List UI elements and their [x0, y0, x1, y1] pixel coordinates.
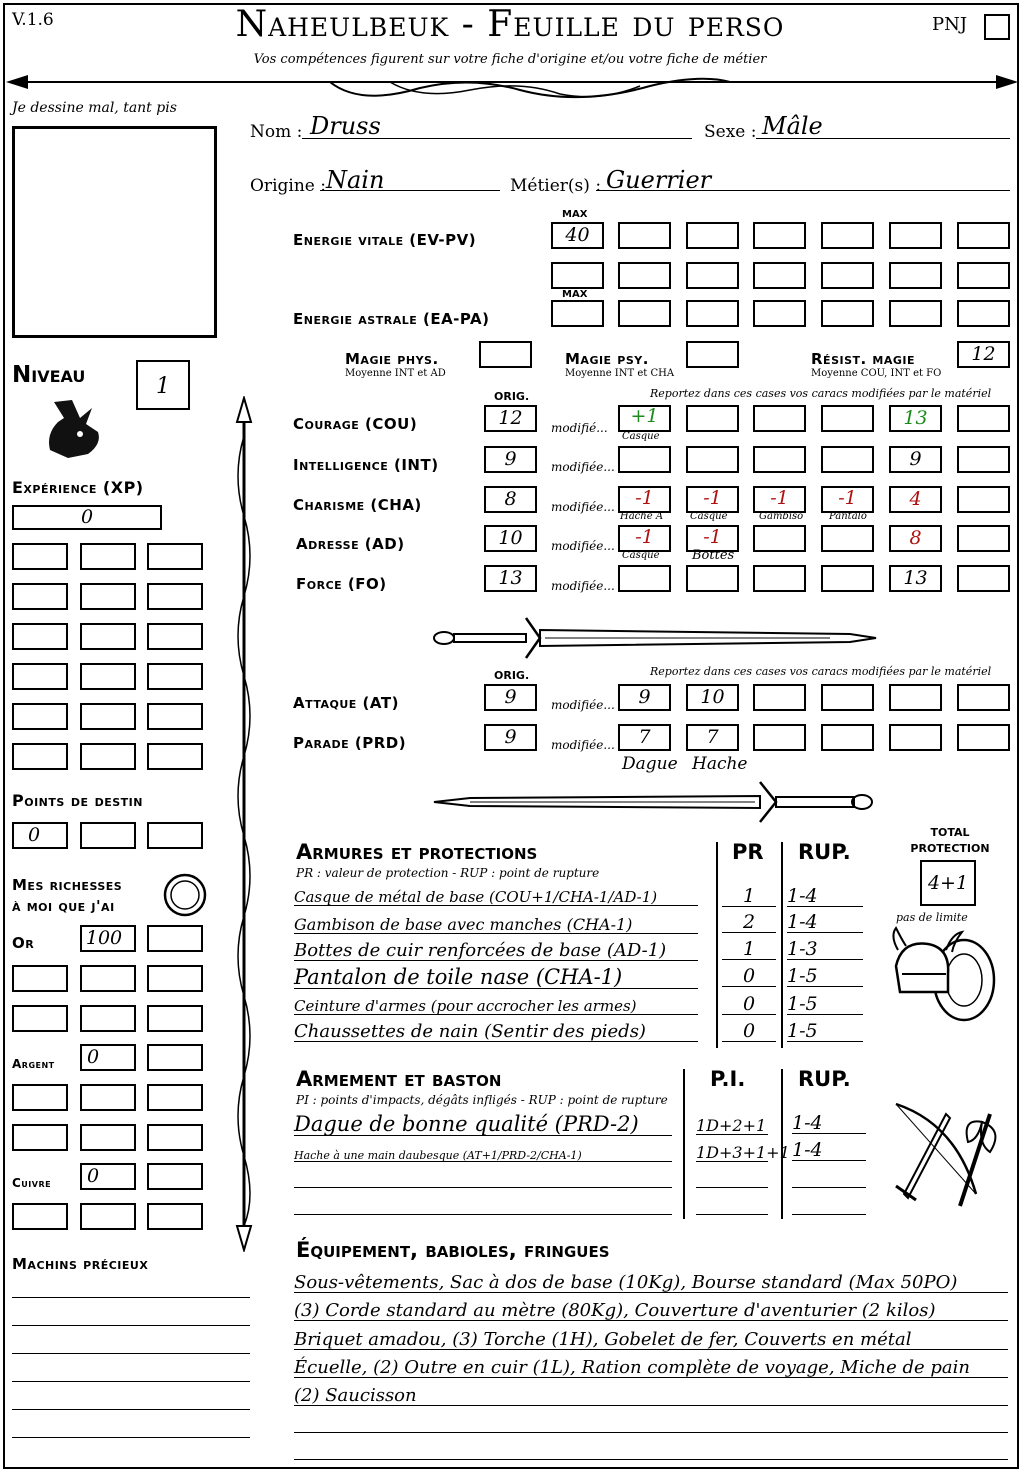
magie-phys-label: Magie phys. [345, 350, 439, 368]
force-label: Force (FO) [296, 575, 387, 593]
charisme-final-value: 4 [909, 488, 922, 510]
machins-line [12, 1325, 250, 1326]
argent-label: Argent [12, 1057, 55, 1071]
page-subtitle: Vos compétences figurent sur votre fiche d'origine et/ou votre fiche de métier [253, 52, 767, 67]
attaque-orig-box[interactable] [484, 684, 537, 711]
parade-mod-box[interactable] [957, 724, 1010, 751]
machins-line [12, 1409, 250, 1410]
adresse-mod-value: -1 [703, 526, 722, 548]
charisme-mod-box[interactable] [753, 486, 806, 513]
or-box[interactable] [147, 925, 203, 952]
machins-line [12, 1353, 250, 1354]
weapon-rup[interactable]: 1-4 [792, 1114, 866, 1134]
armor-divider [781, 842, 783, 1048]
or-box[interactable] [80, 1005, 136, 1032]
ev-box[interactable] [551, 262, 604, 289]
attaque-mod-box[interactable] [889, 684, 942, 711]
adresse-final-box[interactable] [889, 525, 942, 552]
adresse-mod-value: -1 [635, 526, 654, 548]
armor-title: Armures et protections [296, 840, 538, 864]
courage-mod-box[interactable] [618, 405, 671, 432]
courage-final-box[interactable] [889, 405, 942, 432]
ev-max-value: 40 [565, 224, 590, 246]
armor-rup[interactable]: 1-5 [787, 1022, 863, 1042]
weapon1-caption: Dague [622, 754, 678, 774]
nom-label: Nom : [250, 122, 303, 142]
weapon-pi[interactable]: 1D+3+1+1 [696, 1143, 790, 1162]
weapons-divider [683, 1069, 685, 1219]
attaque-orig-value: 9 [504, 686, 517, 708]
or-box[interactable] [147, 1005, 203, 1032]
xp-grid-box[interactable] [12, 743, 68, 770]
parade-mod-box[interactable] [618, 724, 671, 751]
sword-ornament [430, 778, 880, 828]
charisme-mod-value: -1 [635, 487, 654, 509]
niveau-value: 1 [156, 374, 170, 399]
destin-box[interactable] [80, 822, 136, 849]
portrait-box[interactable] [12, 126, 217, 338]
version-label: V.1.6 [12, 10, 54, 30]
weapon-line [696, 1214, 768, 1215]
cuivre-box[interactable] [147, 1203, 203, 1230]
charisme-orig-box[interactable] [484, 486, 537, 513]
weapons-pi-header: P.I. [710, 1067, 746, 1091]
charisme-mod-box[interactable] [618, 486, 671, 513]
helmet-shield-icon [888, 926, 998, 1026]
ev-box[interactable] [821, 262, 874, 289]
intelligence-label: Intelligence (INT) [293, 456, 439, 474]
courage-mod-box[interactable] [686, 405, 739, 432]
xp-grid-box[interactable] [12, 663, 68, 690]
parade-mod-box[interactable] [889, 724, 942, 751]
ev-box[interactable] [753, 262, 806, 289]
xp-grid-box[interactable] [12, 543, 68, 570]
machins-label: Machins précieux [12, 1255, 149, 1273]
sexe-label: Sexe : [704, 122, 757, 142]
total-protection-box[interactable] [920, 860, 976, 906]
adresse-mod-box[interactable] [618, 525, 671, 552]
stats-orig-label: ORIG. [494, 390, 530, 403]
sword-ornament [430, 610, 880, 662]
charisme-mod-value: -1 [703, 487, 722, 509]
parade-mod-value: 7 [706, 726, 719, 748]
force-final-value: 13 [903, 567, 928, 589]
xp-grid-box[interactable] [80, 703, 136, 730]
argent-box[interactable] [80, 1084, 136, 1111]
force-mod-box[interactable] [686, 565, 739, 592]
pnj-checkbox[interactable] [984, 14, 1010, 40]
attaque-mod-box[interactable] [821, 684, 874, 711]
attaque-mod-value: 10 [700, 686, 725, 708]
magie-phys-box[interactable] [479, 341, 532, 368]
attaque-label: Attaque (AT) [293, 694, 399, 712]
xp-box[interactable] [12, 505, 162, 530]
intelligence-mod-box[interactable] [821, 446, 874, 473]
weapon-line [294, 1214, 672, 1215]
ea-box[interactable] [618, 300, 671, 327]
force-orig-box[interactable] [484, 565, 537, 592]
xp-grid-box[interactable] [12, 703, 68, 730]
ea-box[interactable] [686, 300, 739, 327]
ev-label: Energie vitale (EV-PV) [293, 231, 477, 249]
or-box[interactable] [80, 925, 136, 952]
intelligence-mod-box[interactable] [618, 446, 671, 473]
or-box[interactable] [147, 965, 203, 992]
resist-magie-label: Résist. magie [811, 350, 916, 368]
charisme-final-box[interactable] [889, 486, 942, 513]
attaque-mod-box[interactable] [957, 684, 1010, 711]
courage-modif-label: modifié... [551, 421, 608, 435]
equipment-line[interactable]: (3) Corde standard au mètre (80Kg), Couverture d'aventurier (2 kilos) [294, 1302, 1008, 1321]
total-protection-label-2: PROTECTION [910, 842, 990, 855]
equipment-line[interactable]: Briquet amadou, (3) Torche (1H), Gobelet de fer, Couverts en métal [294, 1331, 1008, 1350]
xp-value: 0 [80, 506, 94, 528]
weapon-line [792, 1214, 866, 1215]
armor-name[interactable]: Ceinture d'armes (pour accrocher les armes) [294, 999, 698, 1015]
equipment-line[interactable]: (2) Saucisson [294, 1387, 1008, 1406]
armor-name[interactable]: Chaussettes de nain (Sentir des pieds) [294, 1023, 698, 1042]
xp-grid-box[interactable] [147, 703, 203, 730]
niveau-label: Niveau [12, 362, 86, 388]
intelligence-orig-box[interactable] [484, 446, 537, 473]
adresse-orig-box[interactable] [484, 525, 537, 552]
ev-box[interactable] [889, 262, 942, 289]
courage-orig-value: 12 [498, 407, 523, 429]
stats-report-note: Reportez dans ces cases vos caracs modifiées par le matériel [650, 387, 992, 400]
charisme-mod-box[interactable] [686, 486, 739, 513]
cuivre-box[interactable] [12, 1203, 68, 1230]
courage-mod-box[interactable] [753, 405, 806, 432]
armor-name[interactable]: Bottes de cuir renforcées de base (AD-1) [294, 942, 698, 961]
magie-psy-note: Moyenne INT et CHA [565, 368, 675, 379]
sexe-value[interactable]: Mâle [762, 112, 823, 140]
total-protection-label: TOTAL [930, 826, 970, 839]
intelligence-final-box[interactable] [889, 446, 942, 473]
armor-pr[interactable]: 2 [722, 913, 776, 933]
equipment-empty-line [294, 1432, 1008, 1433]
ev-box[interactable] [686, 262, 739, 289]
intelligence-modif-label: modifiée... [551, 460, 615, 474]
weapon-name[interactable]: Dague de bonne qualité (PRD-2) [294, 1114, 672, 1136]
parade-modif-label: modifiée... [551, 738, 615, 752]
resist-magie-note: Moyenne COU, INT et FO [811, 368, 942, 379]
adresse-mod-note: Casque [622, 550, 660, 561]
richesses-label-2: à moi que j'ai [12, 897, 115, 915]
force-mod-box[interactable] [753, 565, 806, 592]
weapon-line [792, 1187, 866, 1188]
force-mod-box[interactable] [821, 565, 874, 592]
weapon2-caption: Hache [692, 754, 748, 774]
attaque-mod-value: 9 [638, 686, 651, 708]
weapon-pi[interactable]: 1D+2+1 [696, 1116, 767, 1135]
attaque-mod-box[interactable] [618, 684, 671, 711]
charisme-label: Charisme (CHA) [293, 496, 422, 514]
courage-extra-box[interactable] [957, 405, 1010, 432]
courage-label: Courage (COU) [293, 415, 418, 433]
ev-box[interactable] [889, 222, 942, 249]
dragon-head-icon [40, 394, 106, 462]
armor-name[interactable]: Casque de métal de base (COU+1/CHA-1/AD-1) [294, 890, 698, 906]
charisme-mod-note: Gambiso [759, 511, 804, 522]
force-mod-box[interactable] [618, 565, 671, 592]
charisme-mod-box[interactable] [821, 486, 874, 513]
charisme-orig-value: 8 [504, 488, 517, 510]
ev-box[interactable] [957, 222, 1010, 249]
equipment-empty-line [294, 1459, 1008, 1460]
argent-box[interactable] [147, 1124, 203, 1151]
xp-grid-box[interactable] [147, 743, 203, 770]
charisme-extra-box[interactable] [957, 486, 1010, 513]
metier-value[interactable]: Guerrier [606, 166, 712, 194]
intelligence-orig-value: 9 [504, 448, 517, 470]
armor-note: PR : valeur de protection - RUP : point de rupture [296, 866, 600, 880]
page-title: Naheulbeuk - Feuille du perso [235, 4, 785, 45]
parade-mod-box[interactable] [753, 724, 806, 751]
argent-box[interactable] [12, 1084, 68, 1111]
xp-grid-box[interactable] [80, 663, 136, 690]
nom-value[interactable]: Druss [310, 112, 381, 140]
armor-pr[interactable]: 1 [722, 887, 776, 907]
ea-box[interactable] [957, 300, 1010, 327]
xp-grid-box[interactable] [12, 583, 68, 610]
adresse-mod-note: Bottes [692, 548, 735, 563]
ea-box[interactable] [753, 300, 806, 327]
destin-label: Points de destin [12, 791, 143, 810]
intelligence-extra-box[interactable] [957, 446, 1010, 473]
limit-note: pas de limite [896, 911, 968, 924]
adresse-extra-box[interactable] [957, 525, 1010, 552]
cuivre-label: Cuivre [12, 1176, 52, 1190]
vertical-spear-ornament [228, 396, 260, 1252]
armor-rup[interactable]: 1-4 [787, 887, 863, 907]
xp-grid-box[interactable] [80, 743, 136, 770]
coin-icon [162, 872, 208, 918]
ev-box[interactable] [686, 222, 739, 249]
courage-mod-value: +1 [630, 405, 659, 427]
intelligence-mod-box[interactable] [686, 446, 739, 473]
xp-label: Expérience (XP) [12, 478, 144, 497]
force-extra-box[interactable] [957, 565, 1010, 592]
adresse-modif-label: modifiée... [551, 539, 615, 553]
richesses-label: Mes richesses [12, 876, 123, 894]
charisme-mod-note: Hache A [620, 511, 664, 522]
ev-box[interactable] [618, 222, 671, 249]
magie-psy-box[interactable] [686, 341, 739, 368]
combat-orig-label: ORIG. [494, 669, 530, 682]
adresse-label: Adresse (AD) [296, 535, 405, 553]
attaque-modif-label: modifiée... [551, 698, 615, 712]
magie-psy-label: Magie psy. [565, 350, 649, 368]
armor-rup[interactable]: 1-5 [787, 995, 863, 1015]
ev-max-label: MAX [562, 209, 588, 220]
xp-grid-box[interactable] [147, 623, 203, 650]
cuivre-value: 0 [86, 1165, 100, 1187]
weapon-line [294, 1187, 672, 1188]
destin-box[interactable] [147, 822, 203, 849]
parade-mod-box[interactable] [821, 724, 874, 751]
parade-mod-box[interactable] [686, 724, 739, 751]
xp-grid-box[interactable] [80, 543, 136, 570]
cuivre-box[interactable] [80, 1203, 136, 1230]
weapon-name[interactable]: Hache à une main daubesque (AT+1/PRD-2/CHA-1) [294, 1150, 672, 1162]
origine-value[interactable]: Nain [326, 166, 385, 194]
argent-box[interactable] [80, 1124, 136, 1151]
or-value: 100 [85, 927, 123, 949]
force-orig-value: 13 [498, 567, 523, 589]
ea-box[interactable] [889, 300, 942, 327]
origine-label: Origine : [250, 176, 326, 196]
niveau-box[interactable] [136, 360, 190, 410]
ev-box[interactable] [821, 222, 874, 249]
xp-grid-box[interactable] [80, 623, 136, 650]
metier-label: Métier(s) : [510, 176, 602, 196]
force-modif-label: modifiée... [551, 579, 615, 593]
or-label: Or [12, 934, 35, 952]
argent-box[interactable] [147, 1044, 203, 1071]
pnj-label: PNJ [932, 14, 968, 35]
ea-max-box[interactable] [551, 300, 604, 327]
argent-value: 0 [86, 1046, 100, 1068]
machins-line [12, 1381, 250, 1382]
weapons-note: PI : points d'impacts, dégâts infligés - RUP : point de rupture [296, 1093, 668, 1107]
xp-grid-box[interactable] [147, 663, 203, 690]
intelligence-mod-box[interactable] [753, 446, 806, 473]
ev-box[interactable] [618, 262, 671, 289]
destin-box[interactable] [12, 822, 68, 849]
crossed-weapons-icon [886, 1094, 1006, 1216]
armor-pr[interactable]: 0 [722, 1022, 776, 1042]
weapon-rup[interactable]: 1-4 [792, 1141, 866, 1161]
equipment-title: Équipement, babioles, fringues [296, 1238, 610, 1262]
parade-label: Parade (PRD) [293, 734, 407, 752]
parade-orig-box[interactable] [484, 724, 537, 751]
weapons-rup-header: RUP. [798, 1067, 851, 1091]
combat-report-note: Reportez dans ces cases vos caracs modifiées par le matériel [650, 665, 992, 678]
cuivre-box[interactable] [80, 1163, 136, 1190]
armor-pr[interactable]: 0 [722, 967, 776, 987]
ev-max-box[interactable] [551, 222, 604, 249]
resist-magie-value: 12 [971, 343, 996, 365]
equipment-line[interactable]: Écuelle, (2) Outre en cuir (1L), Ration complète de voyage, Miche de pain [294, 1359, 1008, 1378]
adresse-mod-box[interactable] [753, 525, 806, 552]
xp-grid-box[interactable] [12, 623, 68, 650]
courage-orig-box[interactable] [484, 405, 537, 432]
or-box[interactable] [12, 1005, 68, 1032]
weapons-title: Armement et baston [296, 1067, 502, 1091]
weapon-line [696, 1187, 768, 1188]
force-final-box[interactable] [889, 565, 942, 592]
equipment-line[interactable]: Sous-vêtements, Sac à dos de base (10Kg), Bourse standard (Max 50PO) [294, 1274, 1008, 1293]
argent-box[interactable] [147, 1084, 203, 1111]
charisme-modif-label: modifiée... [551, 500, 615, 514]
armor-divider [716, 842, 718, 1048]
armor-name[interactable]: Pantalon de toile nase (CHA-1) [294, 967, 698, 989]
armor-rup-header: RUP. [798, 840, 851, 864]
ev-box[interactable] [957, 262, 1010, 289]
resist-magie-box[interactable] [957, 341, 1010, 368]
intelligence-final-value: 9 [909, 448, 922, 470]
armor-pr-header: PR [732, 840, 764, 864]
courage-mod-box[interactable] [821, 405, 874, 432]
xp-grid-box[interactable] [147, 543, 203, 570]
cuivre-box[interactable] [147, 1163, 203, 1190]
courage-mod-note: Casque [622, 431, 660, 442]
total-protection-value: 4+1 [927, 872, 969, 894]
adresse-orig-value: 10 [498, 527, 523, 549]
parade-orig-value: 9 [504, 726, 517, 748]
charisme-mod-value: -1 [770, 487, 789, 509]
argent-box[interactable] [12, 1124, 68, 1151]
xp-grid-box[interactable] [80, 583, 136, 610]
argent-box[interactable] [80, 1044, 136, 1071]
ea-box[interactable] [821, 300, 874, 327]
ev-box[interactable] [753, 222, 806, 249]
machins-line [12, 1437, 250, 1438]
ea-label: Energie astrale (EA-PA) [293, 310, 490, 328]
adresse-final-value: 8 [909, 527, 922, 549]
xp-grid-box[interactable] [147, 583, 203, 610]
or-box[interactable] [12, 965, 68, 992]
or-box[interactable] [80, 965, 136, 992]
adresse-mod-box[interactable] [821, 525, 874, 552]
destin-value: 0 [27, 824, 41, 846]
charisme-mod-note: Casque [690, 511, 728, 522]
ea-max-label: MAX [562, 289, 588, 300]
armor-pr[interactable]: 1 [722, 940, 776, 960]
courage-final-value: 13 [903, 407, 928, 429]
attaque-mod-box[interactable] [686, 684, 739, 711]
armor-rup[interactable]: 1-4 [787, 913, 863, 933]
armor-rup[interactable]: 1-3 [787, 940, 863, 960]
charisme-mod-note: Pantalo [829, 511, 867, 522]
armor-rup[interactable]: 1-5 [787, 967, 863, 987]
armor-name[interactable]: Gambison de base avec manches (CHA-1) [294, 917, 698, 934]
portrait-caption: Je dessine mal, tant pis [12, 100, 177, 116]
attaque-mod-box[interactable] [753, 684, 806, 711]
armor-pr[interactable]: 0 [722, 995, 776, 1015]
machins-line [12, 1297, 250, 1298]
magie-phys-note: Moyenne INT et AD [345, 368, 446, 379]
parade-mod-value: 7 [638, 726, 651, 748]
charisme-mod-value: -1 [838, 487, 857, 509]
